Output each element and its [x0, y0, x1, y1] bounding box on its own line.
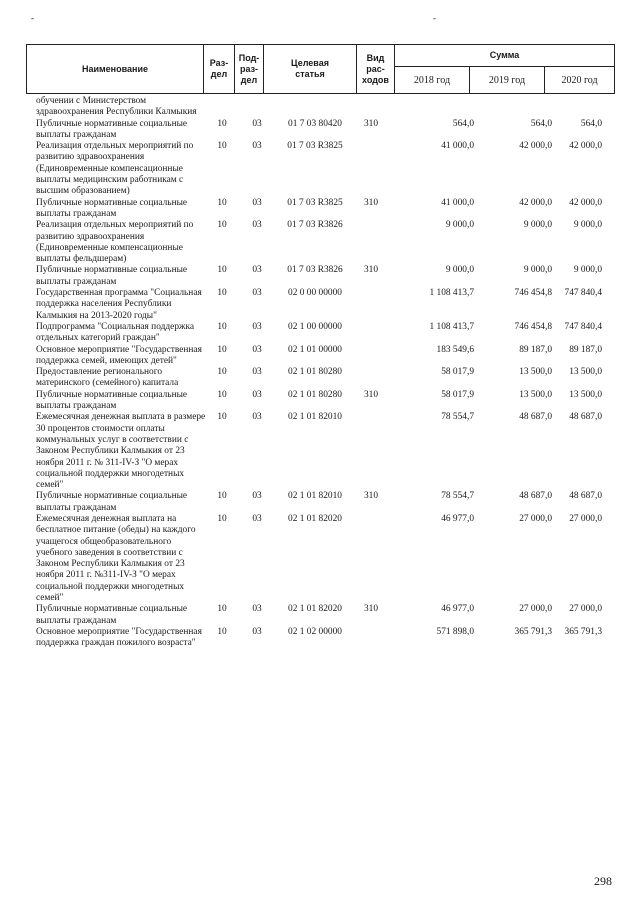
cell-podrazdel: 03: [252, 367, 262, 378]
cell-sum-2018: 46 977,0: [441, 513, 474, 524]
table-row: [26, 141, 614, 197]
header-vid-rashodov: Вид рас- ходов: [357, 45, 395, 94]
cell-sum-2019: 48 687,0: [519, 491, 552, 502]
cell-podrazdel: 03: [252, 491, 262, 502]
cell-sum-2020: 9 000,0: [573, 220, 602, 231]
cell-name: Основное мероприятие "Государственная поддержка семей, имеющих детей": [36, 344, 202, 366]
cell-sum-2018: 1 108 413,7: [429, 288, 474, 299]
cell-vid-rashodov: 310: [363, 604, 379, 615]
cell-sum-2018: 183 549,6: [436, 344, 474, 355]
cell-sum-2020: 13 500,0: [569, 389, 602, 400]
header-name: Наименование: [27, 45, 204, 94]
cell-name: Ежемесячная денежная выплата в размере 30 процентов стоимости оплаты коммунальных услуг в соответствии с Законом Республики Калмыкия от 23 ноября 2011 г. № 311-IV-З "О мерах социальной поддержки многодетных семей": [36, 412, 206, 491]
cell-sum-2020: 27 000,0: [569, 604, 602, 615]
cell-sum-2020: 564,0: [580, 118, 602, 129]
cell-celevaya-statya: 02 1 01 82010: [288, 412, 342, 423]
cell-podrazdel: 03: [252, 604, 262, 615]
cell-sum-2018: 9 000,0: [445, 265, 474, 276]
cell-podrazdel: 03: [252, 141, 262, 152]
cell-name: Публичные нормативные социальные выплаты гражданам: [36, 197, 188, 219]
cell-razdel: 10: [217, 197, 227, 208]
cell-sum-2018: 564,0: [452, 118, 474, 129]
cell-celevaya-statya: 02 1 02 00000: [288, 626, 342, 637]
cell-razdel: 10: [217, 626, 227, 637]
cell-sum-2019: 42 000,0: [519, 141, 552, 152]
cell-sum-2018: 41 000,0: [441, 197, 474, 208]
cell-razdel: 10: [217, 513, 227, 524]
header-year-2019: 2019 год: [470, 67, 545, 94]
cell-celevaya-statya: 01 7 03 R3825: [287, 141, 343, 152]
cell-sum-2018: 78 554,7: [441, 412, 474, 423]
cell-podrazdel: 03: [252, 626, 262, 637]
cell-sum-2018: 46 977,0: [441, 604, 474, 615]
table-row: [26, 265, 614, 288]
cell-podrazdel: 03: [252, 288, 262, 299]
scan-mark-left: -: [31, 13, 34, 23]
cell-razdel: 10: [217, 141, 227, 152]
cell-sum-2019: 27 000,0: [519, 513, 552, 524]
header-year-2018: 2018 год: [395, 67, 470, 94]
cell-razdel: 10: [217, 412, 227, 423]
cell-podrazdel: 03: [252, 513, 262, 524]
cell-name: Основное мероприятие "Государственная поддержка граждан пожилого возраста": [36, 626, 202, 649]
cell-sum-2020: 42 000,0: [569, 197, 602, 208]
cell-name: Публичные нормативные социальные выплаты гражданам: [36, 604, 188, 626]
table-body: [26, 96, 614, 650]
cell-sum-2020: 48 687,0: [569, 491, 602, 502]
cell-razdel: 10: [217, 265, 227, 276]
cell-name: Ежемесячная денежная выплата на бесплатное питание (обеды) на каждого учащегося общеобразовательного учебного заведения в соответствии с Законом Республики Калмыкия от 23 ноября 2011 г. №311-IV-З "О мерах социальной поддержки многодетных семей": [36, 513, 196, 604]
cell-celevaya-statya: 02 1 01 82020: [288, 604, 342, 615]
scan-mark-right: -: [433, 13, 436, 23]
cell-vid-rashodov: 310: [363, 491, 379, 502]
cell-razdel: 10: [217, 118, 227, 129]
cell-sum-2020: 13 500,0: [569, 367, 602, 378]
cell-celevaya-statya: 02 1 01 80280: [288, 389, 342, 400]
cell-sum-2019: 564,0: [530, 118, 552, 129]
cell-podrazdel: 03: [252, 321, 262, 332]
cell-podrazdel: 03: [252, 265, 262, 276]
table-row: [26, 322, 614, 345]
cell-podrazdel: 03: [252, 344, 262, 355]
cell-podrazdel: 03: [252, 197, 262, 208]
table-row: [26, 491, 614, 514]
cell-celevaya-statya: 02 1 01 80280: [288, 367, 342, 378]
cell-razdel: 10: [217, 321, 227, 332]
cell-celevaya-statya: 01 7 03 R3825: [287, 197, 343, 208]
cell-sum-2020: 747 840,4: [564, 288, 602, 299]
cell-sum-2019: 9 000,0: [523, 220, 552, 231]
page-number: 298: [594, 874, 612, 888]
cell-name: обучении с Министерством здравоохранения Республики Калмыкия: [36, 96, 197, 118]
table-row: [26, 345, 614, 368]
cell-sum-2020: 89 187,0: [569, 344, 602, 355]
cell-sum-2018: 571 898,0: [436, 626, 474, 637]
cell-vid-rashodov: 310: [363, 118, 379, 129]
table-row: [26, 367, 614, 390]
cell-razdel: 10: [217, 604, 227, 615]
cell-name: Публичные нормативные социальные выплаты гражданам: [36, 118, 188, 140]
cell-razdel: 10: [217, 344, 227, 355]
cell-sum-2018: 9 000,0: [445, 220, 474, 231]
cell-name: Реализация отдельных мероприятий по развитию здравоохранения (Единовременные компенсационные выплаты медицинским работникам с высшим образованием): [36, 141, 194, 197]
cell-celevaya-statya: 01 7 03 R3826: [287, 220, 343, 231]
cell-sum-2020: 9 000,0: [573, 265, 602, 276]
cell-podrazdel: 03: [252, 412, 262, 423]
cell-sum-2019: 89 187,0: [519, 344, 552, 355]
cell-celevaya-statya: 02 1 01 00000: [288, 344, 342, 355]
cell-name: Публичные нормативные социальные выплаты гражданам: [36, 389, 188, 412]
cell-sum-2018: 41 000,0: [441, 141, 474, 152]
cell-vid-rashodov: 310: [363, 389, 379, 400]
cell-celevaya-statya: 02 0 00 00000: [288, 288, 342, 299]
cell-sum-2020: 27 000,0: [569, 513, 602, 524]
cell-podrazdel: 03: [252, 118, 262, 129]
header-razdel: Раз- дел: [204, 45, 235, 94]
table-row: [26, 514, 614, 604]
table-row: [26, 604, 614, 627]
cell-sum-2020: 48 687,0: [569, 412, 602, 423]
cell-razdel: 10: [217, 288, 227, 299]
cell-name: Предоставление регионального материнского (семейного) капитала: [36, 367, 179, 389]
cell-sum-2019: 42 000,0: [519, 197, 552, 208]
cell-razdel: 10: [217, 491, 227, 502]
cell-sum-2020: 747 840,4: [564, 321, 602, 332]
cell-sum-2020: 42 000,0: [569, 141, 602, 152]
header-year-2020: 2020 год: [545, 67, 615, 94]
table-row: [26, 390, 614, 413]
cell-sum-2019: 13 500,0: [519, 389, 552, 400]
cell-sum-2019: 746 454,8: [514, 288, 552, 299]
header-summa: Сумма: [395, 45, 615, 67]
table-row: [26, 198, 614, 221]
table-row: [26, 96, 614, 119]
table-header: [26, 44, 615, 94]
cell-sum-2018: 58 017,9: [441, 367, 474, 378]
cell-sum-2020: 365 791,3: [564, 626, 602, 637]
cell-razdel: 10: [217, 367, 227, 378]
cell-sum-2019: 9 000,0: [523, 265, 552, 276]
cell-celevaya-statya: 02 1 01 82010: [288, 491, 342, 502]
cell-name: Публичные нормативные социальные выплаты гражданам: [36, 491, 188, 513]
cell-sum-2018: 58 017,9: [441, 389, 474, 400]
cell-celevaya-statya: 02 1 00 00000: [288, 321, 342, 332]
cell-sum-2018: 1 108 413,7: [429, 321, 474, 332]
cell-podrazdel: 03: [252, 220, 262, 231]
table-row: [26, 288, 614, 322]
cell-sum-2018: 78 554,7: [441, 491, 474, 502]
cell-celevaya-statya: 02 1 01 82020: [288, 513, 342, 524]
header-celevaya-statya: Целевая статья: [264, 45, 357, 94]
cell-sum-2019: 746 454,8: [514, 321, 552, 332]
cell-vid-rashodov: 310: [363, 265, 379, 276]
cell-name: Подпрограмма "Социальная поддержка отдельных категорий граждан": [36, 321, 195, 344]
cell-name: Публичные нормативные социальные выплаты гражданам: [36, 265, 188, 287]
cell-celevaya-statya: 01 7 03 R3826: [287, 265, 343, 276]
header-podrazdel: Под- раз- дел: [235, 45, 264, 94]
table-row: [26, 220, 614, 265]
table-row: [26, 412, 614, 491]
cell-name: Реализация отдельных мероприятий по развитию здравоохранения (Единовременные компенсационные выплаты фельдшерам): [36, 220, 194, 265]
cell-razdel: 10: [217, 220, 227, 231]
cell-sum-2019: 27 000,0: [519, 604, 552, 615]
cell-podrazdel: 03: [252, 389, 262, 400]
cell-name: Государственная программа "Социальная поддержка населения Республики Калмыкия на 2013-2020 годы": [36, 288, 202, 321]
cell-vid-rashodov: 310: [363, 197, 379, 208]
cell-sum-2019: 48 687,0: [519, 412, 552, 423]
cell-sum-2019: 365 791,3: [514, 626, 552, 637]
cell-sum-2019: 13 500,0: [519, 367, 552, 378]
table-row: [26, 627, 614, 650]
cell-razdel: 10: [217, 389, 227, 400]
table-row: [26, 119, 614, 142]
cell-celevaya-statya: 01 7 03 80420: [288, 118, 342, 129]
